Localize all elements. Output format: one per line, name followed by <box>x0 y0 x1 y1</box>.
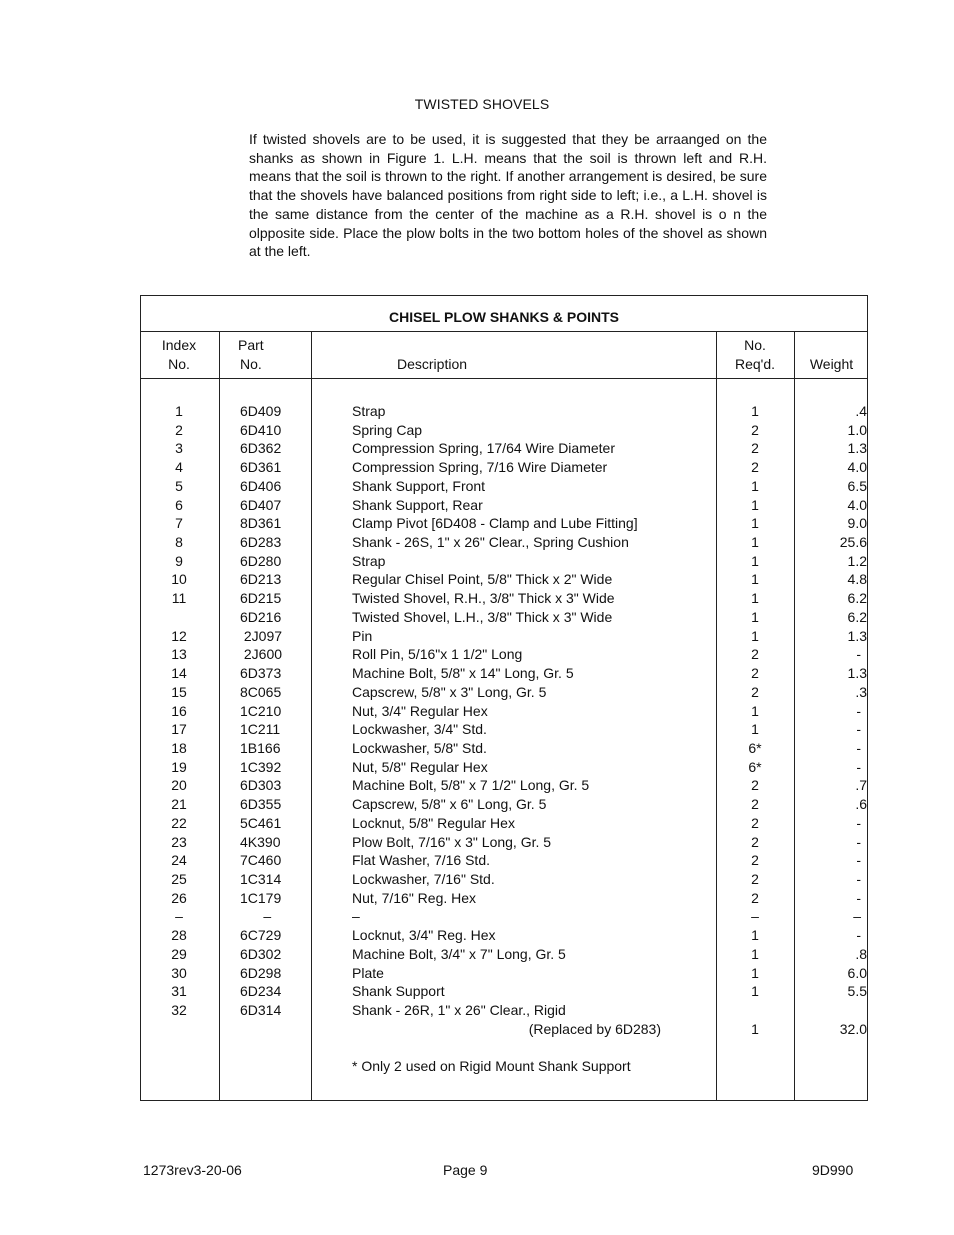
row-index: 3 <box>175 440 183 457</box>
row-index: 6 <box>175 496 183 513</box>
row-quantity: 1 <box>751 403 759 419</box>
row-description: Compression Spring, 7/16 Wire Diameter <box>352 459 608 476</box>
row-weight: - <box>856 739 861 756</box>
table-row <box>141 776 867 795</box>
row-description: Locknut, 3/4" Reg. Hex <box>352 927 496 944</box>
row-description: Machine Bolt, 5/8" x 7 1/2" Long, Gr. 5 <box>352 777 590 794</box>
row-description: Locknut, 5/8" Regular Hex <box>352 814 515 831</box>
row-quantity: 1 <box>751 496 759 513</box>
row-quantity: 2 <box>751 796 759 813</box>
row-index: 9 <box>175 552 183 569</box>
row-weight: 4.0 <box>847 496 867 513</box>
row-weight: 4.0 <box>847 459 867 476</box>
row-description: Machine Bolt, 3/4" x 7" Long, Gr. 5 <box>352 945 566 962</box>
table-row <box>141 402 867 421</box>
header-qty: No. Req'd. <box>734 337 776 372</box>
table-row <box>141 758 867 777</box>
row-description: Capscrew, 5/8" x 3" Long, Gr. 5 <box>352 683 547 700</box>
row-index: 24 <box>171 852 187 869</box>
table-row <box>141 683 867 702</box>
row-weight: 25.6 <box>839 534 867 551</box>
row-weight: - <box>856 833 861 850</box>
row-index: 20 <box>171 777 187 794</box>
row-description: Capscrew, 5/8" x 6" Long, Gr. 5 <box>352 796 547 813</box>
row-weight: - <box>856 852 861 869</box>
row-weight: - <box>856 646 861 663</box>
row-description: Nut, 7/16" Reg. Hex <box>352 889 477 906</box>
table-row <box>141 477 867 496</box>
row-part-number: 1C392 <box>240 758 282 775</box>
row-part-number: 6D280 <box>240 552 282 569</box>
row-index: 12 <box>171 627 187 644</box>
table-row <box>141 851 867 870</box>
row-part-number: 6D283 <box>240 534 282 551</box>
row-index: 17 <box>171 721 187 738</box>
row-index: 26 <box>171 889 187 906</box>
row-quantity: 1 <box>751 590 759 607</box>
row-weight: 1.3 <box>847 627 867 644</box>
row-weight: 6.5 <box>847 477 867 494</box>
row-quantity: 1 <box>751 702 759 719</box>
row-description: Regular Chisel Point, 5/8" Thick x 2" Wide <box>352 571 613 588</box>
row-quantity: 2 <box>751 889 759 906</box>
row-description: Pin <box>352 627 373 644</box>
row-quantity: 1 <box>751 983 759 1000</box>
row-index: 30 <box>171 964 187 981</box>
row-index: 22 <box>171 814 187 831</box>
row-quantity: 1 <box>751 608 759 625</box>
table-row <box>141 1001 867 1020</box>
row-quantity: 1 <box>751 1020 759 1037</box>
row-index: 31 <box>171 983 187 1000</box>
row-quantity: 1 <box>751 945 759 962</box>
row-quantity: 2 <box>751 814 759 831</box>
row-index: 7 <box>175 515 183 532</box>
header-weight: Weight <box>809 356 854 372</box>
table-title: CHISEL PLOW SHANKS & POINTS <box>141 296 867 332</box>
table-row <box>141 739 867 758</box>
row-description: Shank Support, Front <box>352 477 486 494</box>
header-description: Description <box>397 356 468 372</box>
row-part-number: 1C211 <box>240 721 281 738</box>
row-weight: 4.8 <box>847 571 867 588</box>
row-quantity: 1 <box>751 534 759 551</box>
row-part-number: 6D302 <box>240 945 282 962</box>
row-weight: 6.2 <box>847 590 867 607</box>
row-weight: - <box>856 814 861 831</box>
row-quantity: 1 <box>751 927 759 944</box>
row-part-number: 6D216 <box>240 608 282 625</box>
row-part-number: 6D362 <box>240 440 282 457</box>
row-description: Nut, 5/8" Regular Hex <box>352 758 488 775</box>
row-index: 29 <box>171 945 187 962</box>
row-weight: - <box>856 870 861 887</box>
row-description: – <box>352 908 360 925</box>
parts-table <box>140 295 868 1101</box>
row-quantity: 6* <box>748 739 762 756</box>
row-part-number: 6D409 <box>240 403 282 419</box>
row-index: 14 <box>171 665 187 682</box>
intro-paragraph: If twisted shovels are to be used, it is suggested that they be arraanged on the shanks as shown in Figure 1. L.H. means that the soil is thrown left and R.H. means that the soil is thrown to the right. If another arrangement is desired, be sure that the shovels have balanced positions from right side to left; i.e., a L.H. shovel is the same distance from the center of the machine as a R.H. shovel is o n the olpposite side. Place the plow bolts in the two bottom holes of the shovel as shown at the left. <box>249 131 767 260</box>
table-row <box>141 533 867 552</box>
row-part-number: 6D361 <box>240 459 282 476</box>
header-index: Index No. <box>161 337 197 372</box>
row-part-number: 6D406 <box>240 477 282 494</box>
row-quantity: 2 <box>751 421 759 438</box>
row-weight: – <box>853 908 861 925</box>
row-part-number: 1C314 <box>240 870 282 887</box>
row-weight: - <box>856 702 861 719</box>
table-row <box>141 552 867 571</box>
header-part: Part No. <box>238 337 264 372</box>
footer-page-number: Page 9 <box>443 1162 488 1178</box>
row-index: 10 <box>171 571 187 588</box>
table-row <box>141 514 867 533</box>
row-part-number: – <box>240 908 272 925</box>
row-part-number: 7C460 <box>240 852 282 869</box>
table-row <box>141 814 867 833</box>
row-part-number: 6D373 <box>240 665 282 682</box>
row-index: 21 <box>171 796 187 813</box>
row-description: Lockwasher, 3/4" Std. <box>352 721 487 738</box>
row-part-number: 6D215 <box>240 590 282 607</box>
row-quantity: 1 <box>751 477 759 494</box>
footer-part-number: 9D990 <box>812 1162 854 1178</box>
row-quantity: 2 <box>751 440 759 457</box>
row-description: Lockwasher, 5/8" Std. <box>352 739 487 756</box>
row-weight: 1.3 <box>847 440 867 457</box>
row-description: (Replaced by 6D283) <box>528 1020 661 1037</box>
row-description: Flat Washer, 7/16 Std. <box>352 852 490 869</box>
row-weight: - <box>856 889 861 906</box>
row-description: Plate <box>352 964 384 981</box>
row-description: Twisted Shovel, R.H., 3/8" Thick x 3" Wide <box>352 590 615 607</box>
row-weight: .3 <box>855 683 867 700</box>
row-part-number: 6D314 <box>240 1002 282 1018</box>
table-row <box>141 889 867 908</box>
table-row <box>141 570 867 589</box>
row-index: 25 <box>171 870 187 887</box>
row-quantity: 1 <box>751 627 759 644</box>
row-index: 19 <box>171 758 187 775</box>
row-quantity: 1 <box>751 552 759 569</box>
row-part-number: 6D355 <box>240 796 282 813</box>
table-row <box>141 439 867 458</box>
row-description: Shank - 26R, 1" x 26" Clear., Rigid <box>352 1002 566 1018</box>
row-quantity: 6* <box>748 758 762 775</box>
row-quantity: 2 <box>751 683 759 700</box>
row-description: Machine Bolt, 5/8" x 14" Long, Gr. 5 <box>352 665 574 682</box>
row-quantity: 1 <box>751 571 759 588</box>
row-quantity: 1 <box>751 721 759 738</box>
row-part-number: 6D410 <box>240 421 282 438</box>
row-part-number: 1C179 <box>240 889 282 906</box>
row-weight: 32.0 <box>839 1020 867 1037</box>
row-quantity: 2 <box>751 646 759 663</box>
row-index: 2 <box>175 421 183 438</box>
row-part-number: 8C065 <box>240 683 282 700</box>
table-row <box>141 702 867 721</box>
header-rule <box>141 378 867 379</box>
row-index: 16 <box>171 702 187 719</box>
row-weight: 1.2 <box>847 552 867 569</box>
row-index: 5 <box>175 477 183 494</box>
table-row <box>141 964 867 983</box>
table-row <box>141 870 867 889</box>
row-index: 28 <box>171 927 187 944</box>
row-description: Compression Spring, 17/64 Wire Diameter <box>352 440 615 457</box>
row-weight: 6.2 <box>847 608 867 625</box>
row-description: Roll Pin, 5/16"x 1 1/2" Long <box>352 646 523 663</box>
row-index: 8 <box>175 534 183 551</box>
row-description: Lockwasher, 7/16" Std. <box>352 870 495 887</box>
row-quantity: 2 <box>751 852 759 869</box>
table-row <box>141 645 867 664</box>
table-row <box>141 720 867 739</box>
row-part-number: 1B166 <box>240 739 281 756</box>
row-part-number: 4K390 <box>240 833 281 850</box>
row-index: 18 <box>171 739 187 756</box>
row-description: Strap <box>352 552 386 569</box>
row-quantity: 2 <box>751 870 759 887</box>
row-part-number: 2J097 <box>240 627 283 644</box>
row-weight: 6.0 <box>847 964 867 981</box>
table-row <box>141 795 867 814</box>
row-weight: - <box>856 927 861 944</box>
row-quantity: 2 <box>751 777 759 794</box>
table-row <box>141 458 867 477</box>
row-part-number: 6D303 <box>240 777 282 794</box>
footer-revision: 1273rev3-20-06 <box>143 1162 242 1178</box>
row-description: Twisted Shovel, L.H., 3/8" Thick x 3" Wide <box>352 608 613 625</box>
row-description: Spring Cap <box>352 421 423 438</box>
row-weight: 9.0 <box>847 515 867 532</box>
row-part-number: 6D234 <box>240 983 282 1000</box>
row-index: 13 <box>171 646 187 663</box>
row-index: 32 <box>171 1002 187 1018</box>
table-row <box>141 664 867 683</box>
row-weight: - <box>856 758 861 775</box>
row-part-number: 6D213 <box>240 571 282 588</box>
row-index: 1 <box>175 403 183 419</box>
row-part-number: 6C729 <box>240 927 282 944</box>
row-index: 4 <box>175 459 183 476</box>
table-row <box>141 907 867 926</box>
row-index: 23 <box>171 833 187 850</box>
row-weight: 1.0 <box>847 421 867 438</box>
row-quantity: 1 <box>751 964 759 981</box>
row-description: Shank - 26S, 1" x 26" Clear., Spring Cushion <box>352 534 629 551</box>
table-row <box>141 608 867 627</box>
row-description: Shank Support, Rear <box>352 496 483 513</box>
row-weight: .4 <box>855 403 867 419</box>
row-quantity: 2 <box>751 459 759 476</box>
row-description: Plow Bolt, 7/16" x 3" Long, Gr. 5 <box>352 833 552 850</box>
row-weight: 1.3 <box>847 665 867 682</box>
row-index: 15 <box>171 683 187 700</box>
table-note: * Only 2 used on Rigid Mount Shank Support <box>352 1058 631 1074</box>
row-quantity: 1 <box>751 515 759 532</box>
table-row <box>141 421 867 440</box>
table-row <box>141 627 867 646</box>
table-body <box>141 402 867 1038</box>
row-part-number: 2J600 <box>240 646 283 663</box>
table-row <box>141 926 867 945</box>
row-description: Strap <box>352 403 386 419</box>
row-part-number: 6D407 <box>240 496 282 513</box>
table-row <box>141 982 867 1001</box>
row-quantity: 2 <box>751 665 759 682</box>
row-weight: .6 <box>855 796 867 813</box>
row-weight: .7 <box>855 777 867 794</box>
row-description: Clamp Pivot [6D408 - Clamp and Lube Fitting] <box>352 515 638 532</box>
row-index: 11 <box>171 590 187 607</box>
row-index: – <box>175 908 183 925</box>
row-part-number: 6D298 <box>240 964 282 981</box>
row-part-number: 1C210 <box>240 702 282 719</box>
row-weight: .8 <box>855 945 867 962</box>
table-row <box>141 496 867 515</box>
section-title: TWISTED SHOVELS <box>414 96 550 112</box>
table-row <box>141 833 867 852</box>
row-quantity: – <box>751 908 759 925</box>
table-row <box>141 589 867 608</box>
row-part-number: 5C461 <box>240 814 282 831</box>
row-part-number: 8D361 <box>240 515 282 532</box>
row-description: Nut, 3/4" Regular Hex <box>352 702 488 719</box>
table-row <box>141 1020 867 1039</box>
table-row <box>141 945 867 964</box>
row-description: Shank Support <box>352 983 445 1000</box>
row-weight: 5.5 <box>847 983 867 1000</box>
row-quantity: 2 <box>751 833 759 850</box>
row-weight: - <box>856 721 861 738</box>
